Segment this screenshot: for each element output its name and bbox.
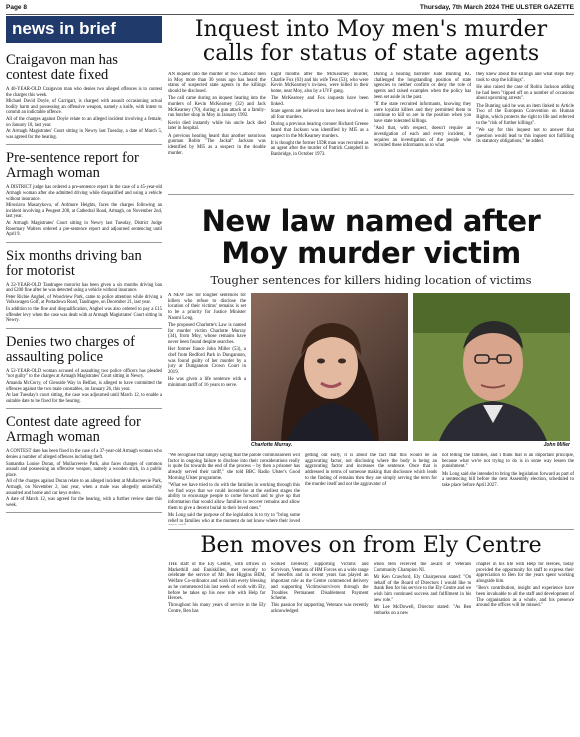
- story-paragraph: "We recognise that simply saying that the parole commissioners will factor in ongoing failure to disclose into their considerations really is quite far towards the end of the process – by then a prisoner has already served their tariff," she told BBC Radio Ulster's Good Morning Ulster programme.: [168, 453, 300, 481]
- story-paragraph: AN inquest into the murder of two Catholic men in Moy more than 30 years ago has heard the status of suspected state agents in the killings should be disclosed.: [168, 72, 266, 95]
- news-in-brief-sidebar: [6, 16, 162, 733]
- brief-paragraph: A 22-YEAR-OLD Tandragee motorist has been given a six months driving ban and £200 fine after he was detected using a vehicle without insurance.: [6, 282, 162, 294]
- brief-item: [6, 243, 162, 329]
- story-paragraph: Ms Long said the purpose of the legislation is to try to "bring some relief to families who at the moment do not know where their loved: [168, 513, 300, 524]
- story-paragraph: Mr Lee McDowell, Director stated: "As Ben embarks on a new: [373, 604, 472, 616]
- brief-headline: Six months driving ban for motorist: [6, 247, 142, 279]
- page-number: Page 8: [6, 4, 27, 11]
- story-ely-centre-headline: Ben moves on from Ely Centre: [200, 533, 542, 558]
- brief-headline: Pre-sentence report for Armagh woman: [6, 150, 139, 182]
- story-ely-centre-column: [374, 562, 472, 657]
- story-paragraph: The call came during an inquest hearing into the murders of Kevin McKearney (32) and Jack McKearney (70), during a gun attack at a family-run butcher shop in Moy in January 1992.: [168, 96, 266, 119]
- story-paragraph: they knew about the killings and what steps they took to stop the killings".: [476, 72, 574, 83]
- story-inquest: [168, 18, 574, 195]
- story-ely-centre-columns: [168, 562, 574, 657]
- brief-paragraph: At Armagh Magistrates' Court sitting in Newry last Tuesday, a date of March 5, was agreed for the hearing.: [6, 129, 162, 140]
- story-new-law-headline: New law named after Moy murder victim: [201, 204, 541, 270]
- photo-john-miller-image: [413, 293, 570, 441]
- brief-paragraph: All of the charges against Doyle relate to an alleged incident involving a female, on January 18, last year.: [6, 116, 162, 128]
- story-ely-centre: [168, 534, 574, 657]
- story-paragraph: The Bunting said he was an item linked to Article Two of the European Convention on Human Rights, which protects the right to life and referred to the "risk of further killings".: [476, 103, 574, 126]
- story-paragraph: The McKearney and Fox inquests have been linked.: [270, 96, 369, 108]
- photo-john-miller: [413, 293, 570, 450]
- story-new-law-column: [168, 453, 300, 525]
- story-new-law-subheadline: Tougher sentences for killers hiding location of victims: [210, 273, 532, 287]
- page-dateline: Thursday, 7th March 2024 THE ULSTER GAZETTE: [419, 4, 574, 11]
- brief-paragraph: Michael David Doyle, of Carrigart, is charged with assault occasioning actual bodily harm and possessing an offensive weapon, namely a knife, with intent to commit an indictable offence.: [6, 99, 162, 116]
- story-paragraph: "We say for this inquest not to answer that question would lead to this inquest not fulfilling its statutory obligations," he added.: [476, 127, 574, 145]
- story-paragraph: He was given a life sentence with a minimum tariff of 16 years to serve.: [168, 377, 246, 389]
- brief-paragraph: A 40-YEAR-OLD Craigavon man who denies two alleged offences is to contest the charges this week.: [6, 87, 162, 98]
- story-paragraph: not telling the families, and I think that is an important principle, because what we're not trying to do is in some way lessen the punishment.": [442, 453, 574, 470]
- brief-item: [6, 47, 162, 145]
- story-new-law-column: [442, 453, 574, 525]
- story-paragraph: The proposed Charlotte's Law is named for murder victim Charlotte Murray (34), from Moy, whose remains have never been found despite searches.: [168, 323, 246, 346]
- brief-paragraph: At Armagh Magistrates' Court sitting in Newry last Tuesday, District Judge Rosemary Walters ordered a pre-sentence report and adjourned sentencing until April 9.: [6, 220, 162, 238]
- news-in-brief-banner: news in brief: [6, 16, 162, 43]
- story-paragraph: State agents are believed to have been involved in all four murders.: [270, 109, 369, 120]
- photo-charlotte-murray-image: [251, 293, 408, 441]
- brief-headline: Denies two charges of assaulting police: [6, 333, 135, 365]
- story-paragraph: worked tirelessly supporting Victims and Survivors, Veterans of HM Forces on a wide range of benefits and in recent years has played an important role as the Centre commenced delivery and supporting Victims/survivors through the Troubles Permanent Disablement Payment Scheme.: [270, 562, 369, 602]
- story-inquest-column: [476, 72, 574, 190]
- brief-item: [6, 329, 162, 410]
- page-header: [6, 2, 574, 15]
- story-ely-centre-column: [271, 562, 369, 657]
- brief-paragraph: A date of March 12, was agreed for the hearing, with a further review date this week.: [6, 497, 162, 508]
- main-content: [168, 16, 574, 733]
- story-paragraph: During a hearing barrister Jude Bunting KC challenged the longstanding position of state agencies to neither confirm or deny the role of agents and raised examples when the policy has been set aside in the past.: [373, 72, 472, 100]
- brief-paragraph: A CONTEST date has been fixed in the case of a 37-year-old Armagh woman who denies a number of alleged offences including theft.: [6, 449, 162, 460]
- story-paragraph: Mr Ken Crawford, Ely Chairperson stated: "On behalf of the Board of Directors I would like to thank Ben for his service to the Ely Centre and we wish him continued success and fulfilment in his new role.": [373, 574, 472, 603]
- story-new-law-column-left: [168, 293, 246, 450]
- photo-charlotte-murray: [251, 293, 408, 450]
- story-paragraph: Eight months after the McKearney murder, Charlie Fox (63) and his wife Tess (53), who were Kevin McKearney's in-laws, were killed in their home, near Moy, also by a UVF gang.: [270, 72, 369, 95]
- photo-charlotte-murray-caption: Charlotte Murray.: [251, 442, 293, 448]
- story-paragraph: It is thought the former UDR man was recruited as an agent after the murder of Patrick Campbell in Banbridge, in October 1973.: [270, 140, 369, 158]
- brief-paragraph: Samantha Louise Doran, of Mullacreevie Park, also faces charges of common assault and possessing an offensive weapon, namely a wooden stick, in a public place.: [6, 461, 162, 478]
- story-paragraph: Her former fiance John Miller (53), a chef from Redford Park in Dungannon, was found guilty of her murder by a jury at Dungannon Crown Court in 2019.: [168, 347, 246, 376]
- brief-paragraph: A 52-YEAR-OLD woman accused of assaulting two police officers has pleaded "not guilty" to the charges at Armagh Magistrates' Court sitting in Newry.: [6, 368, 162, 380]
- brief-paragraph: Peter Richie Anghel, of Woodview Park, came to police attention while driving a Volkswagen Golf, at Portadown Road, Tandragee, on December 21, last year.: [6, 294, 162, 306]
- story-paragraph: During a previous hearing coroner Richard Greene heard that Jackson was identified by MI5 as a suspect in the McKearney murders.: [270, 122, 369, 139]
- story-new-law-bottom-columns: [168, 453, 574, 525]
- story-paragraph: THE staff of the Ely Centre, with offices in Markethill and Enniskillen, met recently to celebrate the service of Mr Ben Higgins BEM, Welfare Co-ordinator and wish him every blessing as he commenced his last week of work with Ely, before he takes up his new role with Help for Heroes.: [168, 562, 266, 602]
- story-ely-centre-column: [476, 562, 574, 657]
- story-ely-centre-column: [168, 562, 266, 657]
- story-paragraph: Kevin died instantly while his uncle Jack died later in hospital.: [168, 120, 266, 132]
- brief-item: [6, 409, 162, 513]
- brief-paragraph: All of the charges against Doran relate to an alleged incident at Mullacreevie Park, Armagh, on November 2, last year, when a male was allegedly unlawfully assaulted and home and car keys stolen.: [6, 479, 162, 496]
- story-paragraph: Ms Long said she intended to bring the legislation forward as part of a sentencing bill before the next Assembly election, scheduled to take place before April 2027.: [442, 471, 574, 489]
- story-paragraph: Throughout his many years of service in the Ely Centre, Ben has: [168, 603, 266, 615]
- story-inquest-headline: Inquest into Moy men's murder calls for status of state agents: [194, 17, 548, 66]
- story-paragraph: getting out early, it is about the fact that this would be an aggravating factor, not disclosing where the body is being an aggravating factor and increases the sentence. Once that is addressed in terms of someone making that disclosure which leads to the finding of remains then they are simply serving the term for the murder itself and not the aggravator of: [305, 453, 437, 487]
- story-paragraph: A previous hearing heard that another notorious gunman Robin "The Jackal" Jackson was identified by MI5 as a suspect in the double murder.: [168, 133, 266, 156]
- story-paragraph: This passion for supporting Veterans was recently acknowledged: [270, 603, 369, 615]
- story-inquest-column: [271, 72, 369, 190]
- story-inquest-column: [168, 72, 266, 190]
- photo-john-miller-caption: John Miller: [543, 442, 570, 448]
- story-paragraph: "And that, with respect, doesn't require an investigation of each and every incident, it requires an investigation of the people who recruited these informants as to what: [373, 126, 472, 149]
- story-paragraph: "What we have tried to do with the families in working through this we find ways that we could incentivise at the earliest stages the ability to encourage people to come forward and to give up that information that would allow families to recover remains and allow them to give a decent burial to their loved ones.": [168, 483, 300, 511]
- story-paragraph: A NEW law for tougher sentences for killers who refuse to disclose the location of their victims' remains is set to be a priority for Justice Minister Naomi Long.: [168, 293, 246, 321]
- story-new-law: [168, 205, 574, 530]
- brief-paragraph: Miroslava Masarykova, of Ardmore Heights, faces the charges following an incident involving a Peugeot 208, at Cathedral Road, Armagh, on November 2nd, last year.: [6, 203, 162, 220]
- brief-headline: Craigavon man has contest date fixed: [6, 52, 118, 83]
- story-inquest-columns: [168, 72, 574, 190]
- brief-paragraph: At last Tuesday's court sitting, the case was adjourned until March 12, to enable a suitable date to be fixed for the hearing.: [6, 393, 162, 404]
- story-paragraph: when Ben received the award of Veterans Community Champion NI.: [373, 562, 472, 573]
- brief-item: [6, 145, 162, 242]
- brief-paragraph: A DISTRICT judge has ordered a pre-sentence report in the case of a 45-year-old Armagh woman after she admitted driving while disqualified and using a vehicle without insurance.: [6, 185, 162, 202]
- story-paragraph: "Ben's contribution, insight and experience have been invaluable to all the staff and development of The organisation as a whole, and his presence around the offices will be missed.": [476, 586, 574, 609]
- brief-list: [6, 47, 162, 513]
- brief-headline: Contest date agreed for Armagh woman: [6, 414, 141, 446]
- story-paragraph: He also raised the case of Robin Jackson adding he had been "tipped off on a number of occasions about upcoming arrests".: [476, 84, 574, 102]
- brief-paragraph: In addition to the fine and disqualification, Anghel was also ordered to pay a £15 offender levy when the case was dealt with at Armagh Magistrates' Court sitting in Newry.: [6, 307, 162, 324]
- story-paragraph: chapter in his life with Help for Heroes, today provided the opportunity for staff to express their appreciation to Ben for the years spent working alongside him.: [476, 562, 574, 585]
- story-paragraph: "If the state recruited informants, knowing they were loyalist killers and they permitted them to continue to kill so are in the position when you have state tolerated killings.: [373, 102, 472, 125]
- brief-paragraph: Amanda McCorry, of Glenside Way in Belfast, is alleged to have committed the offences against the two male constables, on January 26, this year.: [6, 381, 162, 392]
- story-inquest-column: [374, 72, 472, 190]
- story-new-law-column: [305, 453, 437, 525]
